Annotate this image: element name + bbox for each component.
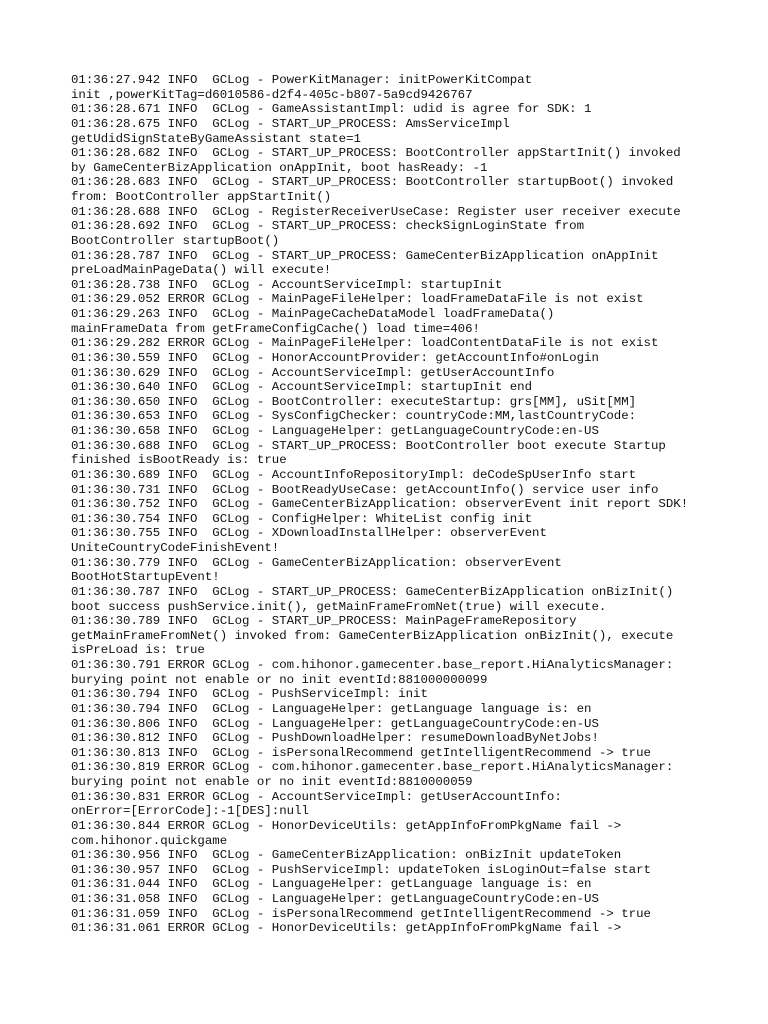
log-line: 01:36:30.819 ERROR GCLog - com.hihonor.gamecenter.base_report.HiAnalyticsManager: xyxy=(71,760,674,775)
log-text xyxy=(71,73,751,936)
log-line: finished isBootReady is: true xyxy=(71,453,287,468)
log-line: 01:36:29.052 ERROR GCLog - MainPageFileHelper: loadFrameDataFile is not exist xyxy=(71,292,644,307)
log-line: 01:36:30.629 INFO GCLog - AccountServiceImpl: getUserAccountInfo xyxy=(71,365,555,380)
log-line: 01:36:30.844 ERROR GCLog - HonorDeviceUtils: getAppInfoFromPkgName fail -> xyxy=(71,818,622,833)
log-line: 01:36:30.806 INFO GCLog - LanguageHelper: getLanguageCountryCode:en-US xyxy=(71,716,599,731)
log-line: 01:36:30.731 INFO GCLog - BootReadyUseCase: getAccountInfo() service user info xyxy=(71,482,659,497)
log-line: 01:36:30.957 INFO GCLog - PushServiceImpl: updateToken isLoginOut=false start xyxy=(71,862,651,877)
log-line: burying point not enable or no init eventId:8810000059 xyxy=(71,775,473,789)
log-line: 01:36:30.787 INFO GCLog - START_UP_PROCESS: GameCenterBizApplication onBizInit() xyxy=(71,584,674,599)
log-line: mainFrameData from getFrameConfigCache() load time=406! xyxy=(71,321,480,336)
log-line: init ,powerKitTag=d6010586-d2f4-405c-b807-5a9cd9426767 xyxy=(71,87,473,102)
log-line: 01:36:30.813 INFO GCLog - isPersonalRecommend getIntelligentRecommend -> true xyxy=(71,745,651,760)
log-line: 01:36:30.755 INFO GCLog - XDownloadInstallHelper: observerEvent xyxy=(71,526,547,541)
log-line: 01:36:30.791 ERROR GCLog - com.hihonor.gamecenter.base_report.HiAnalyticsManager: xyxy=(71,658,674,672)
log-line: 01:36:31.044 INFO GCLog - LanguageHelper: getLanguage language is: en xyxy=(71,877,592,892)
log-line: 01:36:28.692 INFO GCLog - START_UP_PROCESS: checkSignLoginState from xyxy=(71,219,585,234)
log-line: from: BootController appStartInit() xyxy=(71,190,332,204)
log-line: 01:36:30.754 INFO GCLog - ConfigHelper: WhiteList config init xyxy=(71,511,533,526)
log-line: 01:36:30.956 INFO GCLog - GameCenterBizApplication: onBizInit updateToken xyxy=(71,848,622,863)
log-line: 01:36:30.559 INFO GCLog - HonorAccountProvider: getAccountInfo#onLogin xyxy=(71,350,599,365)
log-line: BootHotStartupEvent! xyxy=(71,570,220,585)
log-line: BootController startupBoot() xyxy=(71,233,280,248)
log-line: 01:36:30.794 INFO GCLog - LanguageHelper: getLanguage language is: en xyxy=(71,701,592,716)
log-line: 01:36:27.942 INFO GCLog - PowerKitManager: initPowerKitCompat xyxy=(71,73,533,87)
log-line: onError=[ErrorCode]:-1[DES]:null xyxy=(71,804,309,819)
log-line: 01:36:30.658 INFO GCLog - LanguageHelper: getLanguageCountryCode:en-US xyxy=(71,424,599,438)
log-line: 01:36:30.779 INFO GCLog - GameCenterBizApplication: observerEvent xyxy=(71,555,562,570)
log-line: 01:36:30.650 INFO GCLog - BootController: executeStartup: grs[MM], uSit[MM] xyxy=(71,394,637,409)
log-line: 01:36:30.689 INFO GCLog - AccountInfoRepositoryImpl: deCodeSpUserInfo start xyxy=(71,467,637,482)
log-line: 01:36:28.688 INFO GCLog - RegisterReceiverUseCase: Register user receiver execute xyxy=(71,204,681,219)
log-line: 01:36:30.812 INFO GCLog - PushDownloadHelper: resumeDownloadByNetJobs! xyxy=(71,731,599,746)
log-line: boot success pushService.init(), getMainFrameFromNet(true) will execute. xyxy=(71,599,607,614)
log-line: 01:36:31.061 ERROR GCLog - HonorDeviceUtils: getAppInfoFromPkgName fail -> xyxy=(71,921,622,936)
log-line: isPreLoad is: true xyxy=(71,643,205,658)
log-line: preLoadMainPageData() will execute! xyxy=(71,263,332,278)
log-line: com.hihonor.quickgame xyxy=(71,833,228,848)
log-line: 01:36:31.059 INFO GCLog - isPersonalRecommend getIntelligentRecommend -> true xyxy=(71,906,651,921)
log-line: 01:36:28.787 INFO GCLog - START_UP_PROCESS: GameCenterBizApplication onAppInit xyxy=(71,248,659,263)
log-line: getMainFrameFromNet() invoked from: GameCenterBizApplication onBizInit(), execute xyxy=(71,628,674,643)
log-line: burying point not enable or no init eventId:881000000099 xyxy=(71,672,488,687)
log-line: 01:36:31.058 INFO GCLog - LanguageHelper: getLanguageCountryCode:en-US xyxy=(71,892,599,906)
log-line: 01:36:28.675 INFO GCLog - START_UP_PROCESS: AmsServiceImpl xyxy=(71,116,510,131)
log-document xyxy=(71,73,751,936)
log-line: 01:36:30.752 INFO GCLog - GameCenterBizApplication: observerEvent init report SDK! xyxy=(71,497,689,512)
log-line: 01:36:28.738 INFO GCLog - AccountServiceImpl: startupInit xyxy=(71,277,503,292)
log-line: 01:36:29.282 ERROR GCLog - MainPageFileHelper: loadContentDataFile is not exist xyxy=(71,336,659,351)
log-line: 01:36:30.653 INFO GCLog - SysConfigChecker: countryCode:MM,lastCountryCode: xyxy=(71,409,637,424)
log-line: 01:36:28.683 INFO GCLog - START_UP_PROCESS: BootController startupBoot() invoked xyxy=(71,175,674,190)
log-line: 01:36:30.640 INFO GCLog - AccountServiceImpl: startupInit end xyxy=(71,380,533,395)
log-line: 01:36:30.789 INFO GCLog - START_UP_PROCESS: MainPageFrameRepository xyxy=(71,614,577,629)
log-line: by GameCenterBizApplication onAppInit, boot hasReady: -1 xyxy=(71,160,488,175)
log-line: 01:36:30.688 INFO GCLog - START_UP_PROCESS: BootController boot execute Startup xyxy=(71,438,666,453)
log-line: 01:36:29.263 INFO GCLog - MainPageCacheDataModel loadFrameData() xyxy=(71,307,555,321)
log-line: 01:36:28.671 INFO GCLog - GameAssistantImpl: udid is agree for SDK: 1 xyxy=(71,102,592,117)
log-line: 01:36:28.682 INFO GCLog - START_UP_PROCESS: BootController appStartInit() invoked xyxy=(71,146,681,161)
log-line: getUdidSignStateByGameAssistant state=1 xyxy=(71,131,361,146)
log-line: 01:36:30.794 INFO GCLog - PushServiceImpl: init xyxy=(71,687,428,702)
log-line: UniteCountryCodeFinishEvent! xyxy=(71,541,280,555)
log-line: 01:36:30.831 ERROR GCLog - AccountServiceImpl: getUserAccountInfo: xyxy=(71,789,562,804)
